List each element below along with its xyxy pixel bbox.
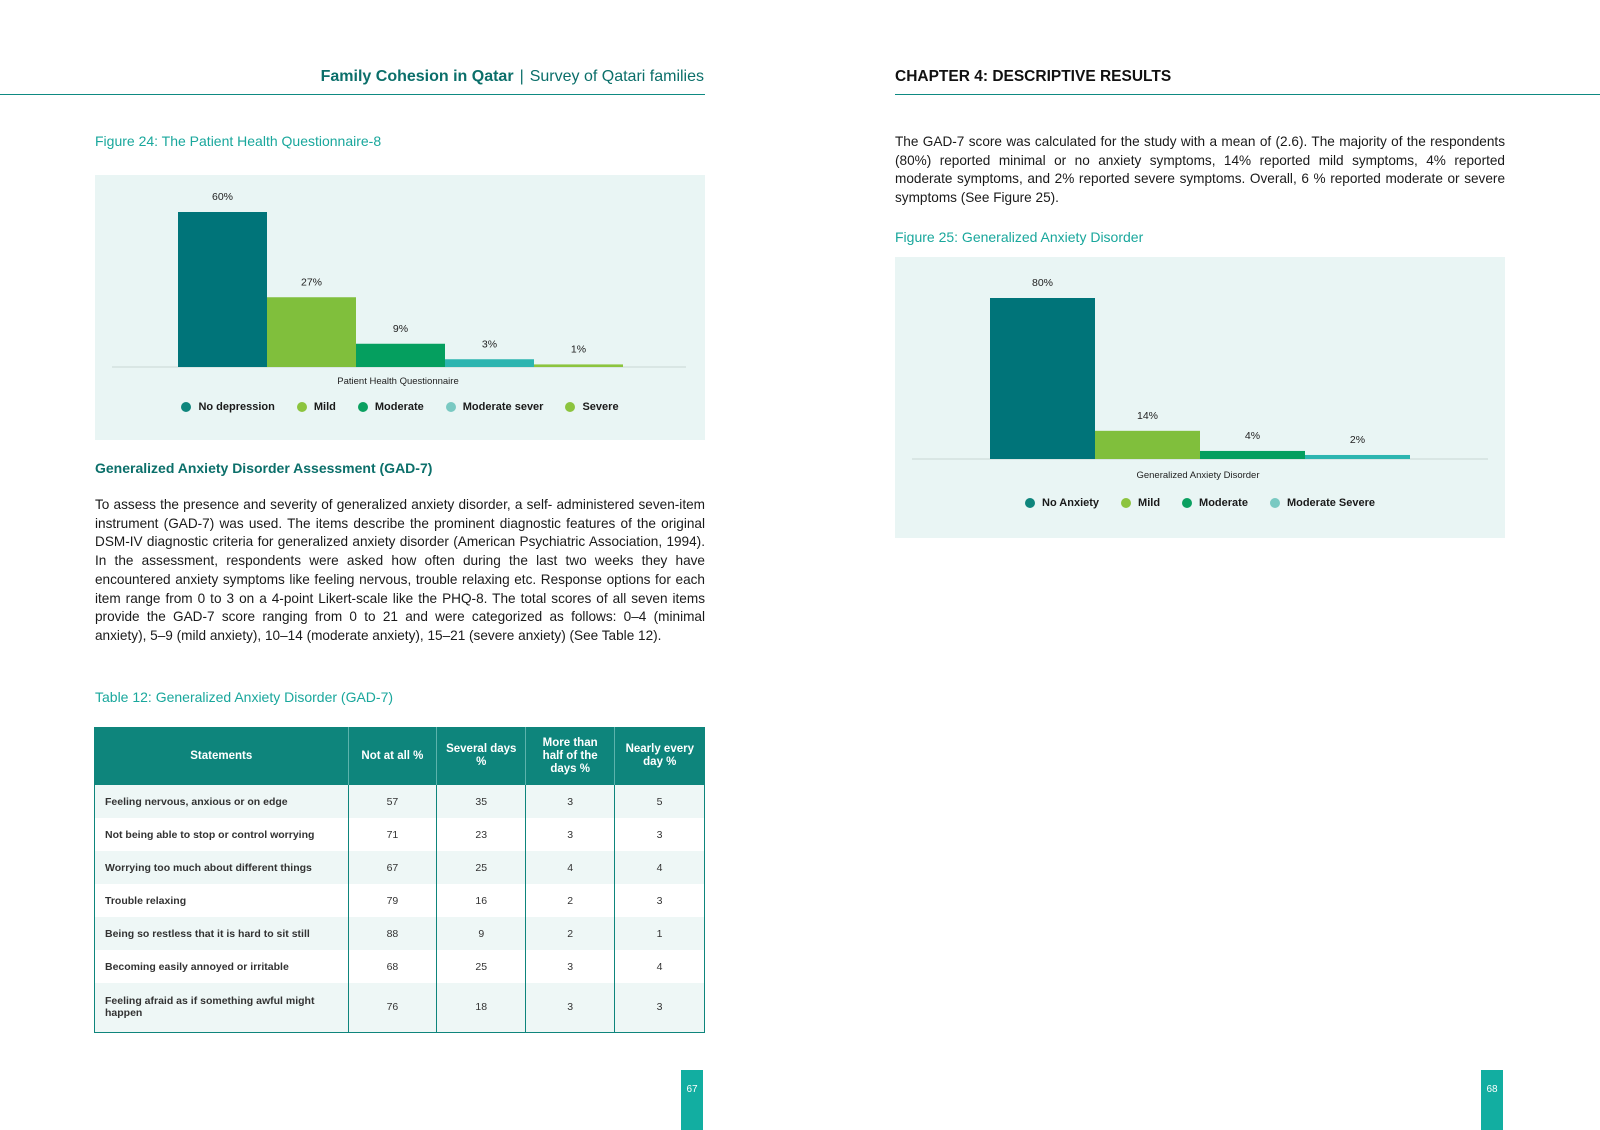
value-cell: 3 xyxy=(526,785,615,818)
table-header-row xyxy=(95,727,705,785)
bar xyxy=(990,298,1095,459)
page-number: 68 xyxy=(1481,1070,1503,1130)
legend-swatch xyxy=(1270,498,1280,508)
data-label: 9% xyxy=(392,322,409,335)
value-cell: 88 xyxy=(348,917,437,950)
table-header xyxy=(95,727,705,785)
data-label: 3% xyxy=(481,338,498,351)
statement-cell: Feeling nervous, anxious or on edge xyxy=(95,785,349,818)
legend-swatch xyxy=(1025,498,1035,508)
value-cell: 76 xyxy=(348,983,437,1032)
legend-label: Moderate xyxy=(374,401,424,413)
table-row xyxy=(95,950,705,983)
chapter-title: CHAPTER 4: DESCRIPTIVE RESULTS xyxy=(895,68,1172,85)
title-separator: | xyxy=(519,68,524,85)
data-label: 2% xyxy=(1349,433,1366,446)
data-label: 4% xyxy=(1244,429,1261,442)
value-cell: 2 xyxy=(526,884,615,917)
legend-item xyxy=(297,401,336,413)
table-row xyxy=(95,983,705,1032)
statement-cell: Worrying too much about different things xyxy=(95,851,349,884)
legend-label: Moderate sever xyxy=(462,401,544,413)
data-label: 27% xyxy=(300,276,323,289)
column-header: Nearly every day % xyxy=(615,727,705,785)
gad7-summary-paragraph: The GAD-7 score was calculated for the study with a mean of (2.6). The majority of the respondents (80%) reported minimal or no anxiety symptoms, 14% reported mild symptoms, 4% reported moderate symptoms, and 2% reported severe symptoms. Overall, 6 % reported moderate or severe symptoms (See Figure 25). xyxy=(895,134,1505,206)
legend-item xyxy=(1121,497,1160,509)
data-label: 1% xyxy=(570,343,587,356)
bar xyxy=(178,212,267,367)
legend-item xyxy=(181,401,274,413)
x-axis-label: Patient Health Questionnaire xyxy=(337,376,459,387)
table-row xyxy=(95,851,705,884)
legend-swatch xyxy=(1182,498,1192,508)
value-cell: 3 xyxy=(526,818,615,851)
table-row xyxy=(95,818,705,851)
table-row xyxy=(95,785,705,818)
legend-item xyxy=(1270,497,1375,509)
value-cell: 1 xyxy=(615,917,705,950)
value-cell: 25 xyxy=(437,950,526,983)
value-cell: 68 xyxy=(348,950,437,983)
statement-cell: Trouble relaxing xyxy=(95,884,349,917)
page-number: 67 xyxy=(681,1070,703,1130)
figure-25-chart xyxy=(895,257,1505,538)
legend-swatch xyxy=(181,402,191,412)
legend-item xyxy=(446,401,544,413)
legend-label: Moderate xyxy=(1199,497,1248,509)
statement-cell: Being so restless that it is hard to sit still xyxy=(95,917,349,950)
report-title: Family Cohesion in Qatar xyxy=(320,68,514,85)
value-cell: 3 xyxy=(615,818,705,851)
value-cell: 67 xyxy=(348,851,437,884)
value-cell: 9 xyxy=(437,917,526,950)
figure-25-svg xyxy=(895,257,1505,538)
value-cell: 2 xyxy=(526,917,615,950)
value-cell: 79 xyxy=(348,884,437,917)
legend-swatch xyxy=(297,402,307,412)
legend-swatch xyxy=(1121,498,1131,508)
value-cell: 4 xyxy=(526,851,615,884)
value-cell: 71 xyxy=(348,818,437,851)
header-rule xyxy=(895,94,1600,95)
statement-cell: Becoming easily annoyed or irritable xyxy=(95,950,349,983)
data-label: 14% xyxy=(1136,409,1159,422)
figure-25-caption: Figure 25: Generalized Anxiety Disorder xyxy=(895,229,1144,245)
value-cell: 3 xyxy=(526,983,615,1032)
value-cell: 57 xyxy=(348,785,437,818)
legend-label: Severe xyxy=(582,401,619,413)
section-heading-gad7: Generalized Anxiety Disorder Assessment (GAD-7) xyxy=(95,460,433,476)
legend-label: Mild xyxy=(1138,497,1161,509)
value-cell: 5 xyxy=(615,785,705,818)
value-cell: 23 xyxy=(437,818,526,851)
legend-label: Mild xyxy=(313,401,336,413)
column-header: Statements xyxy=(95,727,349,785)
value-cell: 3 xyxy=(526,950,615,983)
column-header: Not at all % xyxy=(348,727,437,785)
figure-24-caption: Figure 24: The Patient Health Questionnaire-8 xyxy=(95,133,382,149)
bar xyxy=(534,364,623,367)
figure-24-legend xyxy=(95,401,705,413)
column-header: More than half of the days % xyxy=(526,727,615,785)
bar xyxy=(1200,451,1305,459)
legend-swatch xyxy=(358,402,368,412)
running-head xyxy=(321,68,704,86)
legend-swatch xyxy=(446,402,456,412)
column-header: Several days % xyxy=(437,727,526,785)
statement-cell: Not being able to stop or control worrying xyxy=(95,818,349,851)
gad7-paragraph: To assess the presence and severity of generalized anxiety disorder, a self- administered seven-item instrument (GAD-7) was used. The items describe the prominent diagnostic features of the original DSM-IV diagnostic criteria for generalized anxiety disorder (American Psychiatric Association, 1994). In the assessment, respondents were asked how often during the last two weeks they have encountered anxiety symptoms like feeling nervous, trouble relaxing etc. Response options for each item range from 0 to 3 on a 4-point Likert-scale like the PHQ-8. The total scores of all seven items provide the GAD-7 score ranging from 0 to 21 and were categorized as follows: 0–4 (minimal anxiety), 5–9 (mild anxiety), 10–14 (moderate anxiety), 15–21 (severe anxiety) (See Table 12). xyxy=(95,497,705,643)
value-cell: 16 xyxy=(437,884,526,917)
x-axis-label: Generalized Anxiety Disorder xyxy=(1136,470,1260,481)
bar xyxy=(356,344,445,367)
value-cell: 25 xyxy=(437,851,526,884)
value-cell: 3 xyxy=(615,884,705,917)
bar xyxy=(445,359,534,367)
table-row xyxy=(95,884,705,917)
statement-cell: Feeling afraid as if something awful might happen xyxy=(95,983,349,1032)
report-subtitle: Survey of Qatari families xyxy=(529,68,704,85)
legend-item xyxy=(1182,497,1248,509)
legend-label: Moderate Severe xyxy=(1286,497,1375,509)
value-cell: 4 xyxy=(615,851,705,884)
right-page xyxy=(800,0,1600,1130)
data-label: 60% xyxy=(211,191,234,203)
value-cell: 3 xyxy=(615,983,705,1032)
table-row xyxy=(95,917,705,950)
table-12-caption: Table 12: Generalized Anxiety Disorder (GAD-7) xyxy=(95,689,394,705)
legend-label: No depression xyxy=(198,401,275,413)
value-cell: 4 xyxy=(615,950,705,983)
legend-item xyxy=(1025,497,1099,509)
legend-item xyxy=(358,401,424,413)
header-rule xyxy=(0,94,705,95)
table-body xyxy=(95,785,705,1032)
legend-label: No Anxiety xyxy=(1042,497,1100,509)
legend-item xyxy=(565,401,618,413)
gad7-table xyxy=(94,727,705,1033)
legend-swatch xyxy=(565,402,575,412)
bar xyxy=(1305,455,1410,459)
bar xyxy=(1095,431,1200,459)
data-label: 80% xyxy=(1031,277,1054,289)
figure-24-chart xyxy=(95,175,705,440)
figure-25-legend xyxy=(895,497,1505,509)
value-cell: 35 xyxy=(437,785,526,818)
bar xyxy=(267,297,356,367)
value-cell: 18 xyxy=(437,983,526,1032)
